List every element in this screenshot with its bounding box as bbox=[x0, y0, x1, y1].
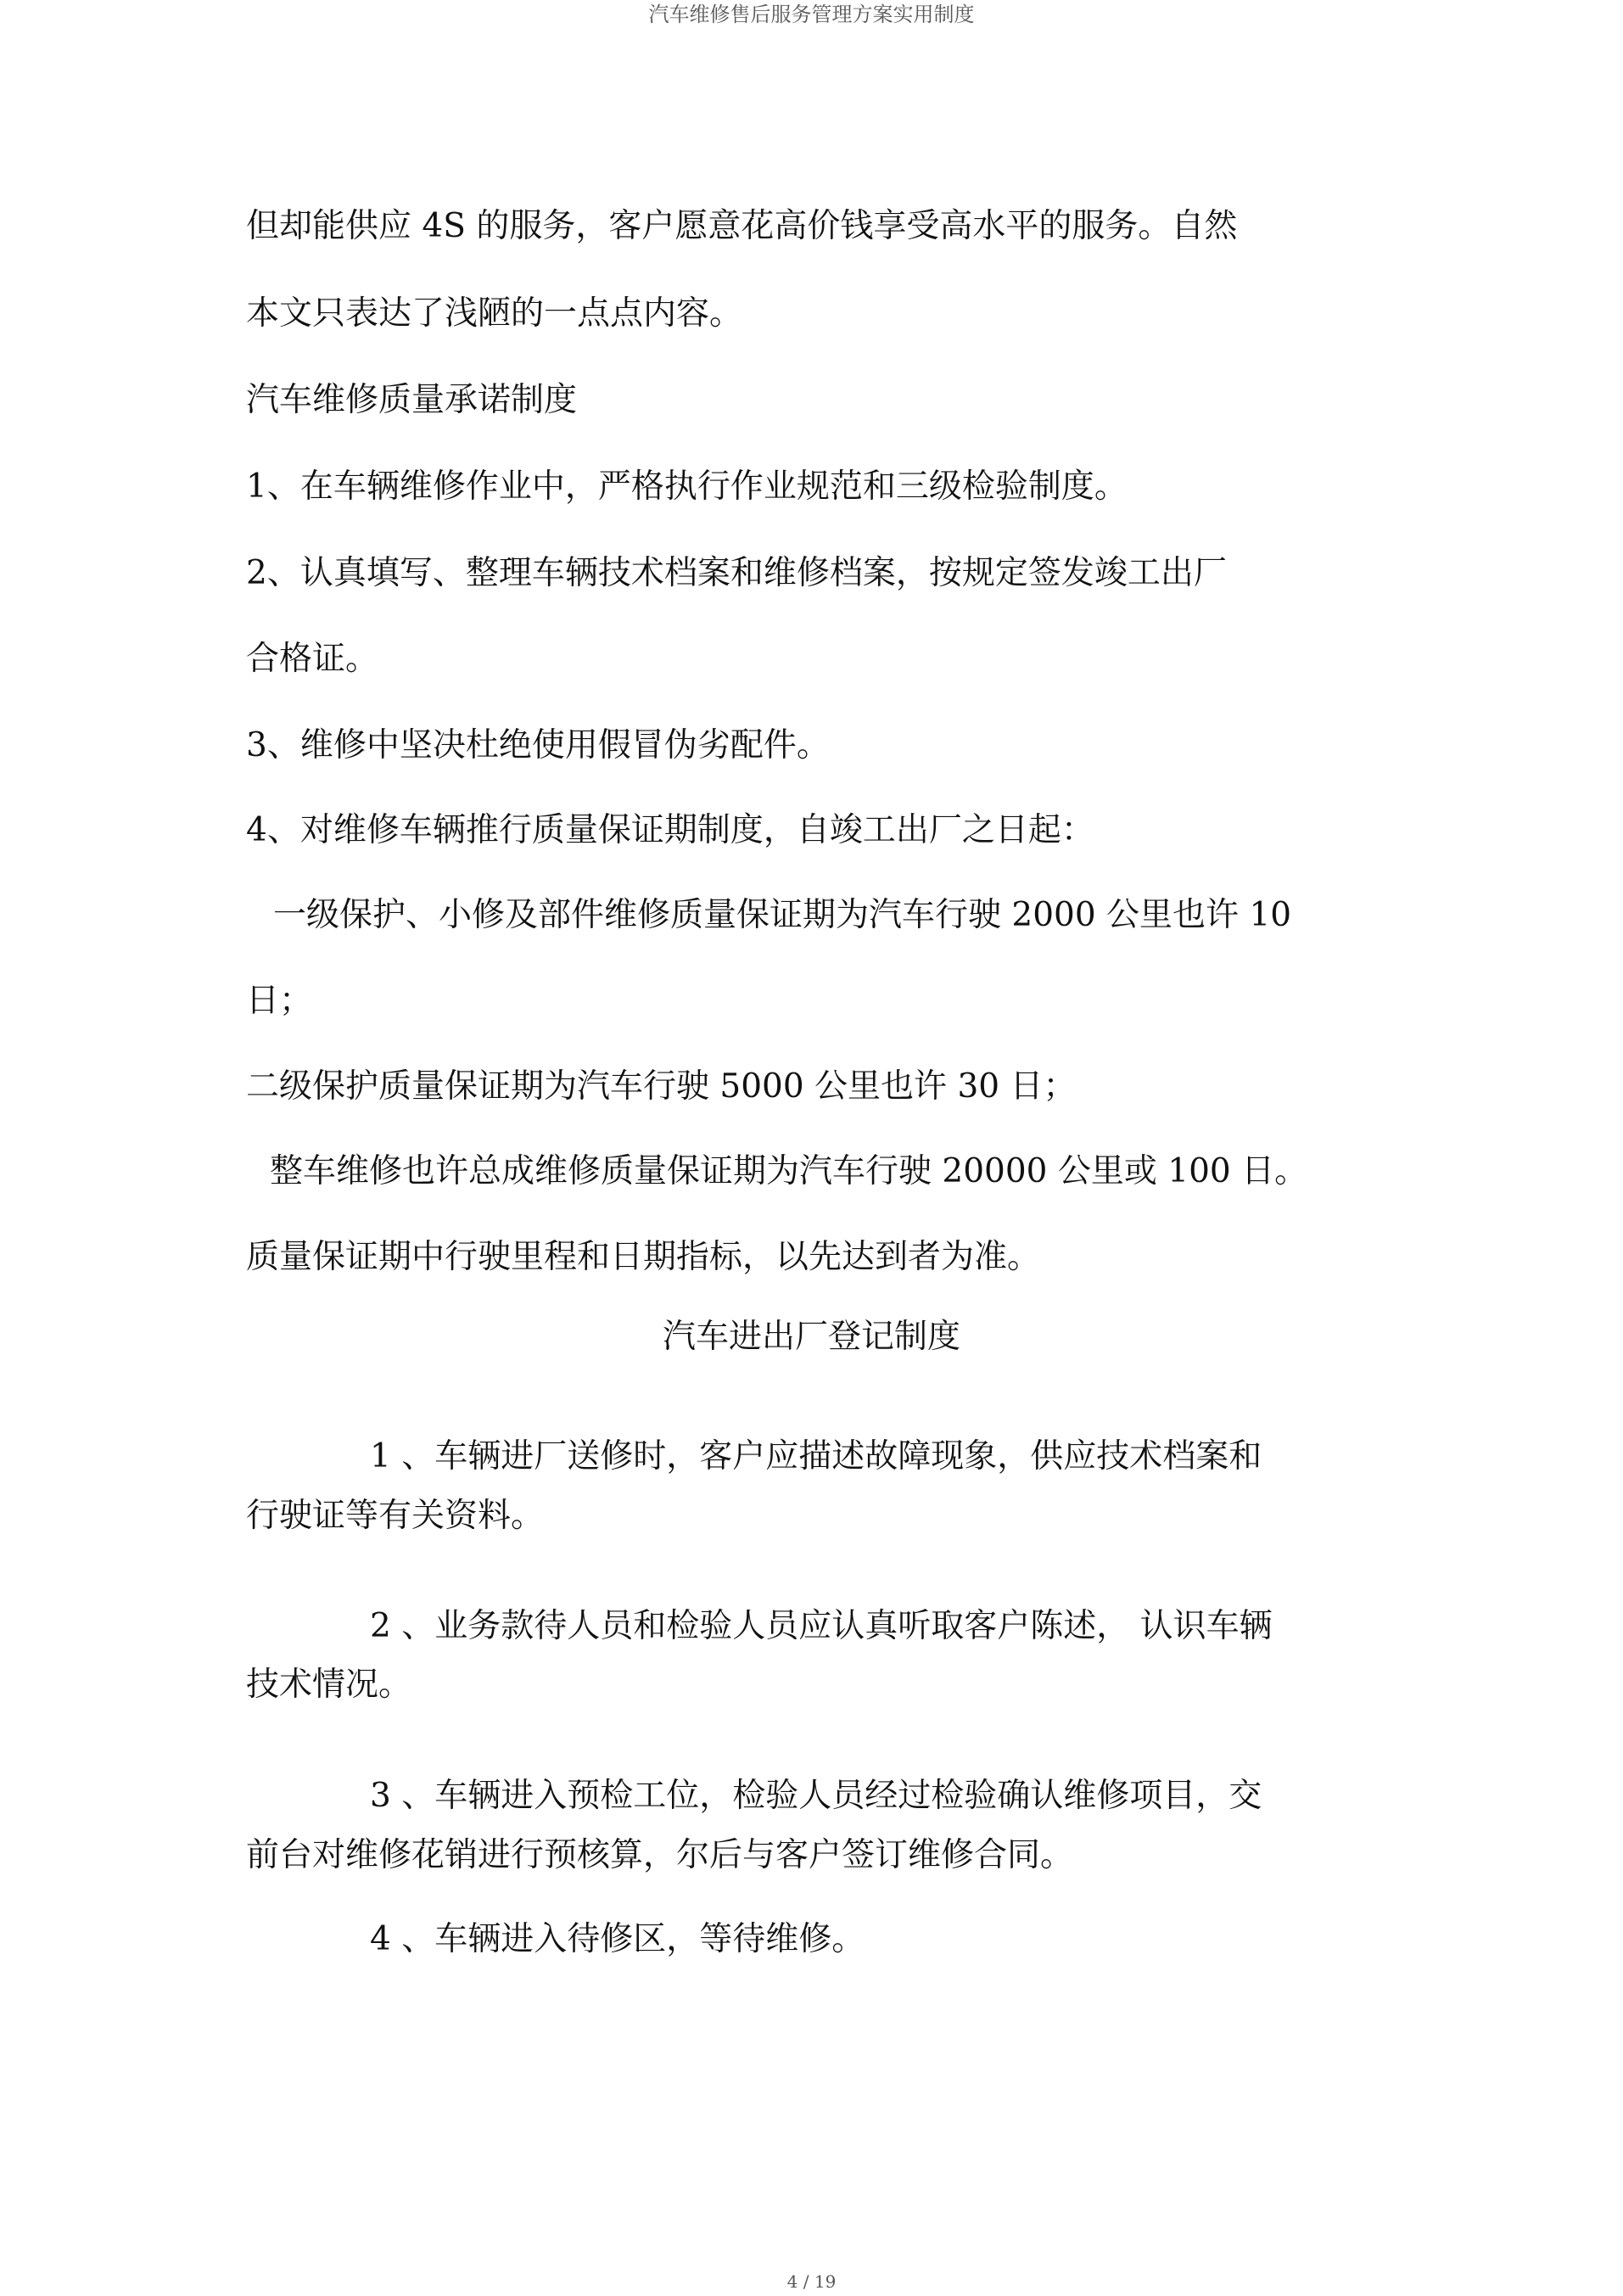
quality-item-2-line-1: 2、认真填写、整理车辆技术档案和维修档案，按规定签发竣工出厂 bbox=[246, 554, 1227, 592]
register-item-1-line-2: 行驶证等有关资料。 bbox=[246, 1497, 545, 1535]
register-item-4: 4 、车辆进入待修区，等待维修。 bbox=[370, 1920, 865, 1958]
quality-item-2-line-2: 合格证。 bbox=[246, 640, 379, 678]
quality-item-3: 3、维修中坚决杜绝使用假冒伪劣配件。 bbox=[246, 726, 830, 764]
register-item-3-line-2: 前台对维修花销进行预核算，尔后与客户签订维修合同。 bbox=[246, 1836, 1074, 1874]
intro-line-1: 但却能供应 4S 的服务，客户愿意花高价钱享受高水平的服务。自然 bbox=[246, 207, 1238, 245]
warranty-note: 质量保证期中行驶里程和日期指标，以先达到者为准。 bbox=[246, 1238, 1041, 1276]
register-item-1-line-1: 1 、车辆进厂送修时，客户应描述故障现象，供应技术档案和 bbox=[370, 1437, 1262, 1476]
warranty-full-repair: 整车维修也许总成维修质量保证期为汽车行驶 20000 公里或 100 日。 bbox=[270, 1152, 1308, 1190]
quality-item-1: 1、在车辆维修作业中，严格执行作业规范和三级检验制度。 bbox=[246, 468, 1128, 506]
quality-item-4: 4、对维修车辆推行质量保证期制度，自竣工出厂之日起： bbox=[246, 811, 1094, 849]
register-section-title: 汽车进出厂登记制度 bbox=[662, 1318, 960, 1356]
register-item-2-line-1: 2 、业务款待人员和检验人员应认真听取客户陈述， 认识车辆 bbox=[370, 1607, 1273, 1645]
register-item-2-line-2: 技术情况。 bbox=[246, 1666, 412, 1704]
page-number: 4 / 19 bbox=[786, 2271, 837, 2292]
intro-line-2: 本文只表达了浅陋的一点点内容。 bbox=[246, 294, 743, 333]
warranty-level-1-line-2: 日； bbox=[246, 982, 313, 1020]
warranty-level-1-line-1: 一级保护、小修及部件维修质量保证期为汽车行驶 2000 公里也许 10 bbox=[273, 896, 1292, 934]
warranty-level-2: 二级保护质量保证期为汽车行驶 5000 公里也许 30 日； bbox=[246, 1067, 1077, 1106]
quality-section-title: 汽车维修质量承诺制度 bbox=[246, 381, 578, 419]
page-header-title: 汽车维修售后服务管理方案实用制度 bbox=[648, 3, 975, 26]
register-item-3-line-1: 3 、车辆进入预检工位，检验人员经过检验确认维修项目，交 bbox=[370, 1777, 1262, 1815]
